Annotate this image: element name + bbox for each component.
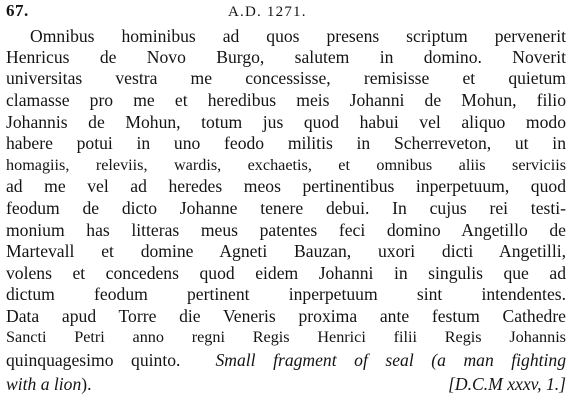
- text-line: Sancti Petri anno regni Regis Henrici filii Regis Johannis: [6, 328, 566, 346]
- text-line: monium has litteras meus patentes feci domino Angetillo de: [6, 220, 566, 240]
- seal-note-end: [6, 374, 92, 394]
- seal-note-continued: with a lion: [6, 374, 82, 394]
- text-line: universitas vestra me concessisse, remisisse et quietum: [6, 68, 566, 88]
- archive-reference: [D.C.M xxxv, 1.]: [448, 374, 566, 394]
- text-line: ad me vel ad heredes meos pertinentibus inperpetuum, quod: [6, 176, 566, 196]
- text-line: Data apud Torre die Veneris proxima ante festum Cathedre: [6, 306, 566, 326]
- text-line-seal: [6, 350, 566, 370]
- text-line: volens et concedens quod eidem Johanni in singulis que ad: [6, 263, 566, 283]
- seal-note-paren: (a man fighting: [431, 350, 567, 370]
- text-line: clamasse pro me et heredibus meis Johanni de Mohun, filio: [6, 90, 566, 110]
- seal-note-close: ).: [81, 374, 92, 394]
- document-number: 67.: [6, 1, 29, 20]
- text-line-final: [6, 374, 566, 394]
- text-line: habere potui in uno feodo militis in Scherreveton, ut in: [6, 133, 566, 153]
- seal-note: Small fragment of seal: [215, 350, 414, 370]
- text-line: Henricus de Novo Burgo, salutem in domino. Noverit: [6, 47, 566, 67]
- text-line: dictum feodum pertinent inperpetuum sint intendentes.: [6, 284, 566, 304]
- text-line: Martevall et domine Agneti Bauzan, uxori dicti Angetilli,: [6, 241, 566, 261]
- text-line: Johannis de Mohun, totum jus quod habui vel aliquo modo: [6, 112, 566, 132]
- document-date: A.D. 1271.: [228, 4, 307, 20]
- closing-text: quinquagesimo quinto.: [6, 350, 181, 370]
- text-line: Omnibus hominibus ad quos presens scriptum pervenerit: [30, 26, 566, 46]
- text-line: homagiis, releviis, wardis, exchaetis, et omnibus aliis serviciis: [6, 156, 566, 174]
- text-line: feodum de dicto Johanne tenere debui. In cujus rei testi-: [6, 198, 566, 218]
- document-header: [6, 1, 566, 23]
